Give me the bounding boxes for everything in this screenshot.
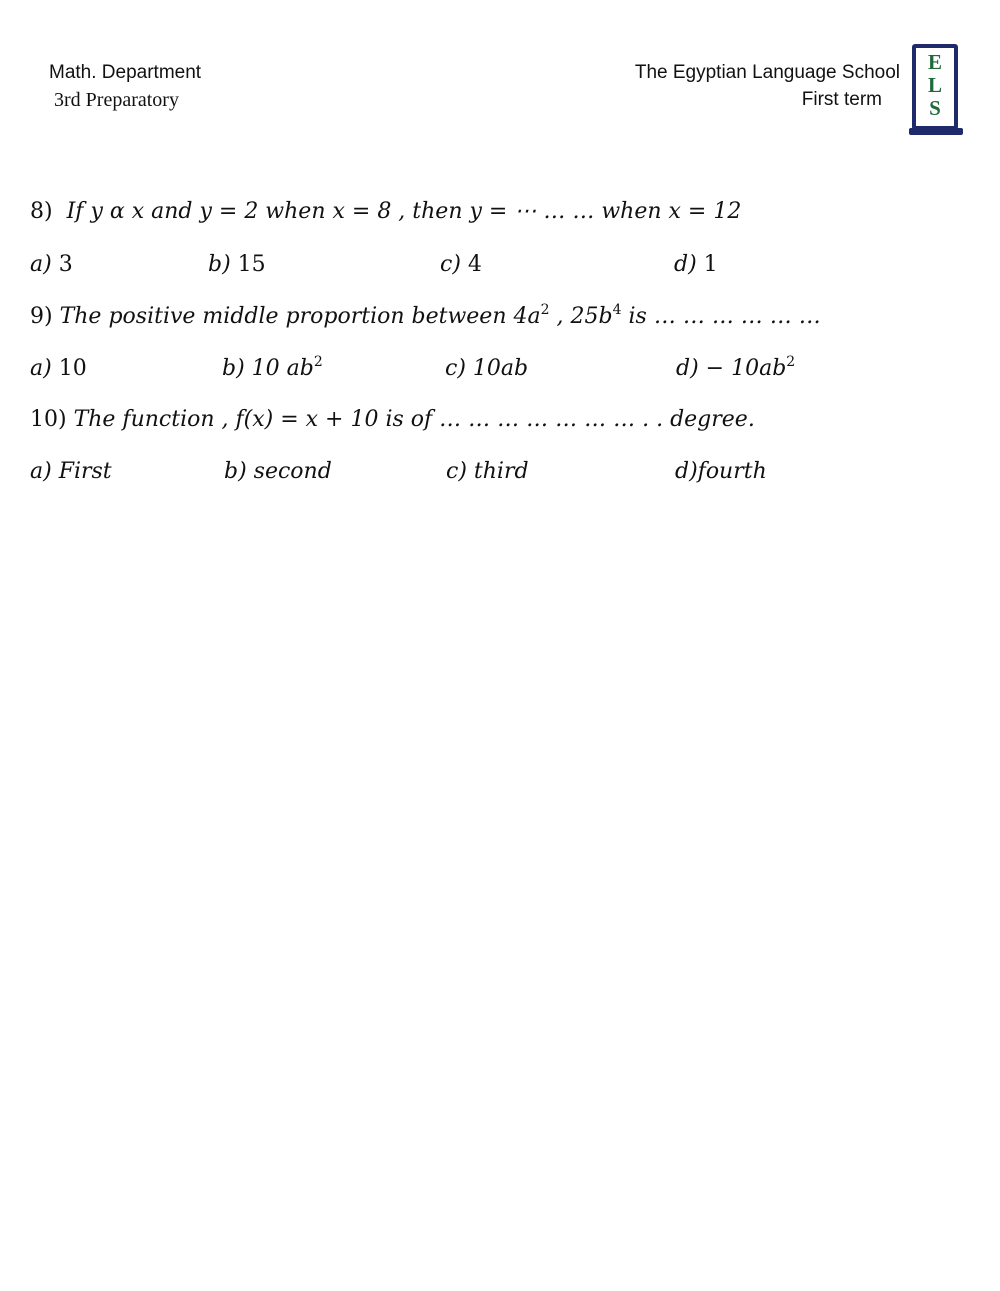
option-text: 15 [237,252,266,277]
option-text: 3 [58,252,73,277]
option-text: second [253,459,332,484]
option-letter: a) [30,356,52,381]
question-number: 9) [30,304,53,329]
option-letter: a) [30,252,52,277]
option-letter: b) [208,252,231,277]
school-name: The Egyptian Language School [634,62,900,83]
option-b[interactable] [224,459,332,484]
option-text: − 10ab [705,356,787,381]
option-letter: d) [675,459,698,484]
exponent: 2 [540,302,550,318]
option-letter: d) [674,252,697,277]
option-text: 1 [703,252,718,277]
option-c[interactable] [440,252,482,277]
question-9 [30,304,821,329]
question-8 [30,199,741,224]
logo-base [909,128,963,135]
option-d[interactable] [676,356,795,381]
grade-label: 3rd Preparatory [54,89,179,111]
option-text: 10ab [472,356,529,381]
option-b[interactable] [208,252,266,277]
exponent: 4 [612,302,622,318]
option-text: First [58,459,112,484]
exponent: 2 [786,354,796,370]
department-label: Math. Department [49,62,202,83]
option-letter: c) [440,252,461,277]
option-letter: a) [30,459,52,484]
logo-letter-l: L [927,73,942,97]
logo-letter-s: S [929,96,941,120]
option-a[interactable] [30,252,73,277]
exponent: 2 [313,354,323,370]
option-letter: b) [222,356,245,381]
question-text: is … … … … … … [621,304,821,329]
option-letter: b) [224,459,247,484]
option-letter: c) [445,356,466,381]
option-text: fourth [697,459,767,484]
option-d[interactable] [674,252,718,277]
option-text: 10 ab [251,356,314,381]
question-text: y α x and y = 2 when x = 8 , then y = ⋯ … … when x = 12 [90,199,742,224]
option-c[interactable] [445,356,528,381]
question-text: , 25b [549,304,613,329]
question-number: 10) [30,407,67,432]
question-text: If [66,199,84,224]
school-logo [909,44,963,136]
option-c[interactable] [446,459,529,484]
logo-letter-e: E [927,50,942,74]
option-letter: d) [676,356,699,381]
option-text: 10 [58,356,87,381]
question-10 [30,407,755,432]
option-text: third [473,459,529,484]
term-label: First term [801,89,882,110]
option-text: 4 [467,252,482,277]
question-text: The function , f(x) = x + 10 is of … … … … … … … . . degree. [73,407,755,432]
option-b[interactable] [222,356,323,381]
option-a[interactable] [30,459,112,484]
option-d[interactable] [675,459,767,484]
option-letter: c) [446,459,467,484]
question-number: 8) [30,199,53,224]
logo-frame [912,44,958,130]
question-text: The positive middle proportion between 4a [59,304,541,329]
option-a[interactable] [30,356,87,381]
